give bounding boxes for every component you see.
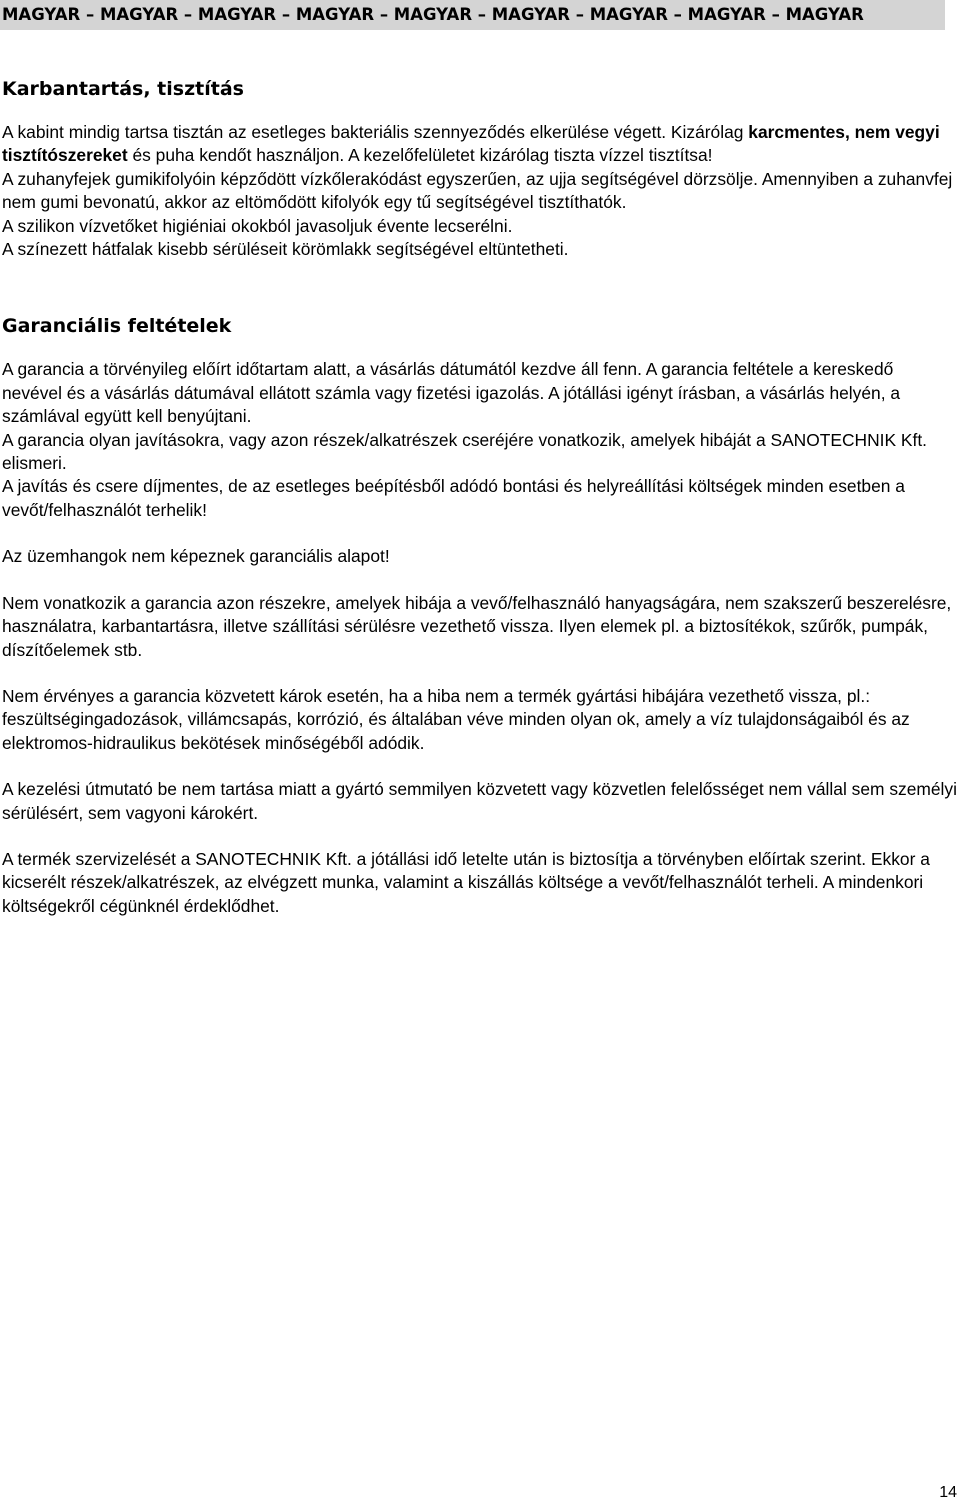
maintenance-paragraph-1 (2, 121, 957, 168)
maintenance-p1-part-a: A kabint mindig tartsa tisztán az esetleges bakteriális szennyeződés elkerülése végett. Kizárólag (2, 122, 749, 142)
warranty-paragraph-5: Nem vonatkozik a garancia azon részekre, amelyek hibája a vevő/felhasználó hanyagságára, nem szakszerű beszerelésre, használatra, karbantartásra, illetve szállítási sérülésre vezethető vissza. Ilyen elemek pl. a biztosítékok, szűrők, pumpák, díszítőelemek stb. (2, 592, 952, 660)
maintenance-paragraph-4: A színezett hátfalak kisebb sérüléseit körömlakk segítségével eltüntetheti. (2, 239, 569, 260)
warranty-paragraph-6: Nem érvényes a garancia közvetett károk esetén, ha a hiba nem a termék gyártási hibájára vezethető vissza, pl.: feszültségingadozások, villámcsapás, korrózió, és általában véve minden olyan ok, amely a víz tulajdonságaiból és az elektromos-hidraulikus bekötések minőségéből adódik. (2, 685, 910, 753)
language-header-band (0, 0, 945, 30)
maintenance-p1-part-b: és puha kendőt használjon. A kezelőfelületet kizárólag tiszta vízzel tisztítsa! (127, 145, 713, 166)
page-number: 14 (939, 1484, 957, 1501)
page-content (2, 72, 957, 918)
warranty-paragraph-7: A kezelési útmutató be nem tartása miatt a gyártó semmilyen közvetett vagy közvetlen felelősséget nem vállal sem személyi sérülésért, sem vagyoni károkért. (2, 779, 957, 823)
maintenance-p1-bold: karcmentes, nem vegyi tisztítószereket (2, 122, 940, 166)
warranty-section (2, 309, 957, 918)
maintenance-paragraph-3: A szilikon vízvetőket higiéniai okokból javasoljuk évente lecserélni. (2, 215, 513, 236)
maintenance-section (2, 72, 957, 261)
warranty-paragraph-4: Az üzemhangok nem képeznek garanciális alapot! (2, 546, 390, 567)
warranty-paragraph-8: A termék szervizelését a SANOTECHNIK Kft. a jótállási idő letelte után is biztosítja a törvényben előírtak szerint. Ekkor a kicserélt részek/alkatrészek, az elvégzett munka, valamint a kiszállás költsége a vevőt/felhasználót terheli. A mindenkori költségekről cégünknél érdeklődhet. (2, 848, 930, 916)
language-header-text: MAGYAR – MAGYAR – MAGYAR – MAGYAR – MAGYAR – MAGYAR – MAGYAR – MAGYAR – MAGYAR (2, 5, 864, 24)
warranty-paragraph-3: A javítás és csere díjmentes, de az esetleges beépítésből adódó bontási és helyreállítási költségek minden esetben a vevőt/felhasználót terhelik! (2, 476, 905, 520)
warranty-paragraph-2: A garancia olyan javításokra, vagy azon részek/alkatrészek cseréjére vonatkozik, amelyek hibáját a SANOTECHNIK Kft. elismeri. (2, 429, 928, 474)
warranty-title: Garanciális feltételek (2, 315, 232, 338)
warranty-paragraph-1: A garancia a törvényileg előírt időtartam alatt, a vásárlás dátumától kezdve áll fenn. A garancia feltétele a kereskedő nevével és a vásárlás dátumával ellátott számla vagy fizetési igazolás. A jótállási igényt írásban, a vásárlás helyén, a számlával együtt kell benyújtani. (2, 359, 901, 427)
maintenance-paragraph-2: A zuhanyfejek gumikifolyóin képződött vízkőlerakódást egyszerűen, az ujja segítségével dörzsölje. Amennyiben a zuhanvfej nem gumi bevonatú, akkor az eltömődött kifolyók egy tű segítségével tisztíthatók. (2, 168, 953, 213)
maintenance-title: Karbantartás, tisztítás (2, 78, 244, 100)
